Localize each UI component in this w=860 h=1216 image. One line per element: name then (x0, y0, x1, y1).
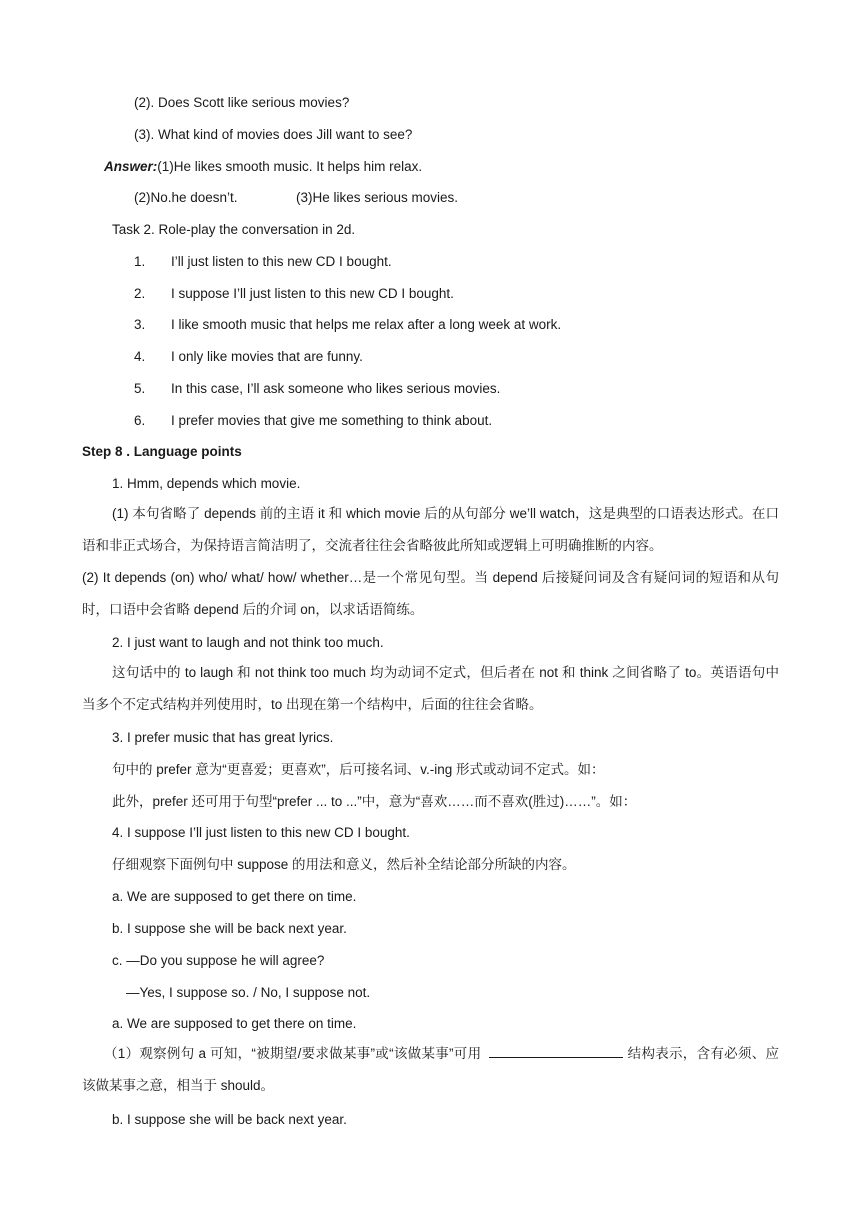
example-b: b. I suppose she will be back next year. (112, 921, 347, 936)
point-2-title: 2. I just want to laugh and not think too much. (112, 635, 384, 650)
example-a-repeat: a. We are supposed to get there on time. (112, 1016, 357, 1031)
point-3-note-1: 句中的 prefer 意为“更喜爱；更喜欢”，后可接名词、v.-ing 形式或动词不定式。如： (112, 762, 605, 777)
point-3-note-2: 此外，prefer 还可用于句型“prefer ... to ...”中，意为“喜欢……而不喜欢(胜过)……”。如： (112, 794, 637, 809)
list-item: 3. I like smooth music that helps me relax after a long week at work. (134, 317, 562, 332)
task2-title: Task 2. Role-play the conversation in 2d. (112, 222, 356, 237)
list-item: 4. I only like movies that are funny. (134, 349, 363, 364)
answer-blank[interactable] (489, 1045, 623, 1058)
point-2-note: 这句话中的 to laugh 和 not think too much 均为动词不定式，但后者在 not 和 think 之间省略了 to。英语语句中当多个不定式结构并列使用时，to 出现在第一个结构中，后面的往往会省略。 (82, 665, 779, 712)
example-c-reply: —Yes, I suppose so. / No, I suppose not. (126, 985, 371, 1000)
conclusion-1: （1）观察例句 a 可知，“被期望/要求做某事”或“该做某事”可用 结构表示，含有必须、应该做某事之意，相当于 should。 (82, 1046, 780, 1093)
point-1-note-2: (2) It depends (on) who/ what/ how/ whether…是一个常见句型。当 depend 后接疑问词及含有疑问词的短语和从句时，口语中会省略 depend 后的介词 on，以求话语简练。 (82, 570, 779, 617)
step8-heading: Step 8 . Language points (82, 444, 242, 459)
point-4-intro: 仔细观察下面例句中 suppose 的用法和意义，然后补全结论部分所缺的内容。 (112, 857, 576, 872)
point-1-note-1: (1) 本句省略了 depends 前的主语 it 和 which movie 后的从句部分 we’ll watch，这是典型的口语表达形式。在口语和非正式场合，为保持语言简洁明了，交流者往往会省略彼此所知或逻辑上可明确推断的内容。 (82, 506, 779, 553)
list-item: 5. In this case, I’ll ask someone who likes serious movies. (134, 381, 501, 396)
example-b-repeat: b. I suppose she will be back next year. (112, 1112, 347, 1127)
list-item: 6. I prefer movies that give me something to think about. (134, 413, 493, 428)
list-item: 1. I’ll just listen to this new CD I bought. (134, 254, 392, 269)
point-3-title: 3. I prefer music that has great lyrics. (112, 730, 334, 745)
point-4-title: 4. I suppose I’ll just listen to this new CD I bought. (112, 825, 410, 840)
answer-label: Answer: (104, 159, 158, 174)
example-a: a. We are supposed to get there on time. (112, 889, 357, 904)
question-2: (2). Does Scott like serious movies? (134, 95, 350, 110)
answer-1: (1)He likes smooth music. It helps him relax. (157, 159, 423, 174)
list-item: 2. I suppose I’ll just listen to this new CD I bought. (134, 286, 454, 301)
answer-3: (3)He likes serious movies. (296, 190, 459, 205)
answer-2: (2)No.he doesn’t. (134, 190, 238, 205)
answer-line-1 (104, 158, 422, 176)
example-c: c. —Do you suppose he will agree? (112, 953, 325, 968)
question-3: (3). What kind of movies does Jill want to see? (134, 127, 413, 142)
point-1-title: 1. Hmm, depends which movie. (112, 476, 301, 491)
